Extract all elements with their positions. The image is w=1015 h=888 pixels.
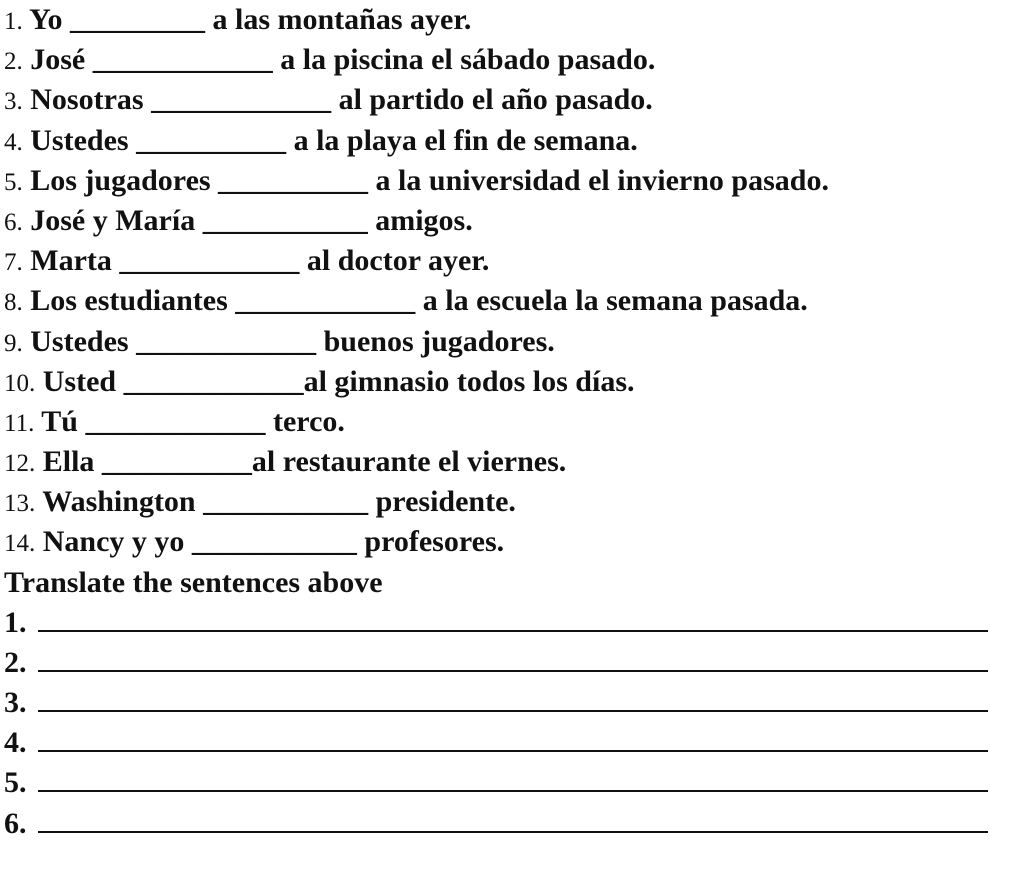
question-14 <box>4 522 1009 562</box>
question-text: Los estudiantes ____________ a la escuela la semana pasada. <box>30 284 808 318</box>
worksheet <box>4 0 1009 844</box>
question-number: 13. <box>4 490 36 518</box>
question-text: Nancy y yo ___________ profesores. <box>42 525 505 559</box>
question-11 <box>4 402 1009 442</box>
question-13 <box>4 482 1009 522</box>
translation-number: 3. <box>4 686 27 719</box>
question-7 <box>4 241 1009 281</box>
question-3 <box>4 80 1009 120</box>
answer-blank[interactable] <box>38 604 988 632</box>
question-text: Nosotras ____________ al partido el año pasado. <box>30 83 653 117</box>
question-4 <box>4 121 1009 161</box>
question-number: 14. <box>4 530 36 558</box>
question-text: Tú ____________ terco. <box>41 404 345 438</box>
question-number: 4. <box>4 128 23 156</box>
question-number: 1. <box>4 8 23 35</box>
question-text: Los jugadores __________ a la universidad el invierno pasado. <box>30 163 829 197</box>
question-number: 10. <box>4 369 36 397</box>
question-number: 8. <box>4 289 23 317</box>
question-5 <box>4 161 1009 201</box>
question-text: José y María ___________ amigos. <box>30 203 473 237</box>
question-text: Ustedes ____________ buenos jugadores. <box>30 324 555 358</box>
question-number: 7. <box>4 249 23 277</box>
answer-blank[interactable] <box>38 764 988 792</box>
question-number: 12. <box>4 450 36 478</box>
translation-number: 1. <box>4 605 27 639</box>
answer-blank[interactable] <box>38 724 988 752</box>
translation-line-4 <box>4 723 1009 763</box>
translation-line-3 <box>4 683 1009 723</box>
question-text: José ____________ a la piscina el sábado pasado. <box>30 43 656 77</box>
question-1 <box>4 0 1009 40</box>
answer-blank[interactable] <box>38 684 988 712</box>
answer-blank[interactable] <box>38 644 988 672</box>
question-text: Marta ____________ al doctor ayer. <box>30 244 490 278</box>
question-12 <box>4 442 1009 482</box>
question-number: 9. <box>4 329 23 357</box>
question-number: 5. <box>4 168 23 196</box>
question-number: 2. <box>4 48 23 76</box>
question-number: 11. <box>4 409 35 437</box>
translation-line-1 <box>4 603 1009 643</box>
translation-number: 4. <box>4 726 27 760</box>
question-text: Yo _________ a las montañas ayer. <box>29 3 472 36</box>
question-number: 6. <box>4 208 23 236</box>
question-text: Ella __________al restaurante el viernes. <box>42 445 567 479</box>
question-text: Ustedes __________ a la playa el fin de semana. <box>30 123 638 157</box>
question-text: Usted ____________al gimnasio todos los días. <box>42 364 635 398</box>
translation-list <box>4 603 1009 844</box>
translation-line-6 <box>4 804 1009 844</box>
question-10 <box>4 362 1009 402</box>
translation-number: 6. <box>4 806 27 840</box>
question-text: Washington ___________ presidente. <box>42 485 516 519</box>
question-9 <box>4 322 1009 362</box>
translation-number: 2. <box>4 645 27 679</box>
translation-line-5 <box>4 763 1009 803</box>
question-list <box>4 0 1009 563</box>
question-8 <box>4 281 1009 321</box>
translate-heading: Translate the sentences above <box>4 565 383 599</box>
translation-number: 5. <box>4 766 27 800</box>
translation-line-2 <box>4 643 1009 683</box>
question-6 <box>4 201 1009 241</box>
answer-blank[interactable] <box>38 805 988 833</box>
question-2 <box>4 40 1009 80</box>
question-number: 3. <box>4 88 23 116</box>
